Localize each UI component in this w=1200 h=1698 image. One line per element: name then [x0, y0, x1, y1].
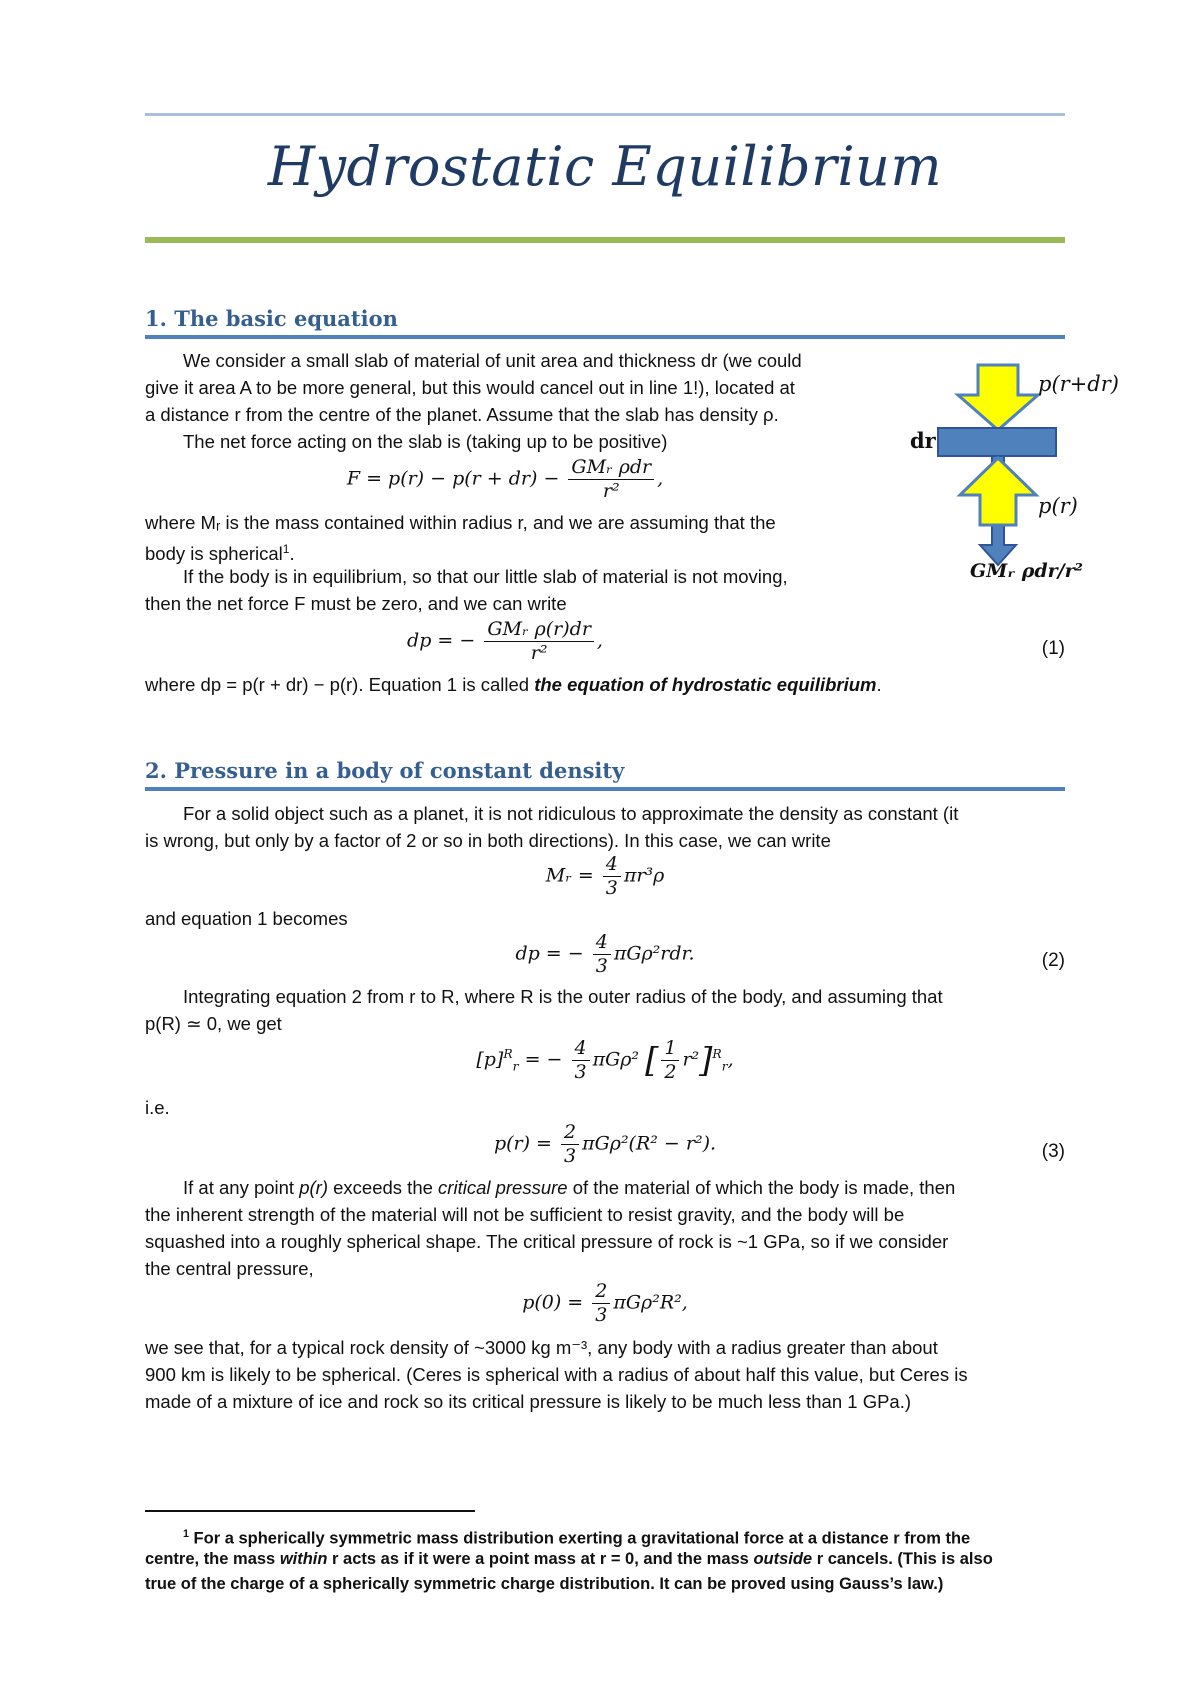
s2-text: 900 km is likely to be spherical. (Ceres is spherical with a radius of about half this value, but Ceres is: [145, 1364, 968, 1385]
s2-text: i.e.: [145, 1097, 170, 1118]
eq1-tail: ,: [596, 629, 603, 652]
equation-central-pressure: [145, 1280, 1065, 1327]
eq3-tail: πGρ²(R² − r²).: [582, 1132, 717, 1155]
s2-text-span: of the material of which the body is made, then: [567, 1177, 956, 1198]
eq-mr-den: 3: [605, 877, 618, 899]
eq1-num: GMᵣ ρ(r)dr: [484, 618, 594, 642]
eq-int-sup2: R: [712, 1047, 722, 1062]
s1-text: If the body is in equilibrium, so that our little slab of material is not moving,: [183, 566, 788, 587]
label-p-r-dr: p(r+dr): [1038, 372, 1119, 396]
equation-1-number: (1): [1041, 638, 1065, 659]
section-1-heading: 1. The basic equation: [145, 306, 398, 331]
s2-text: Integrating equation 2 from r to R, where R is the outer radius of the body, and assuming that: [183, 986, 943, 1007]
s2-text: the inherent strength of the material will not be sufficient to resist gravity, and the body will be: [145, 1204, 905, 1225]
eq-mr-lhs: Mᵣ =: [545, 864, 594, 887]
eq-force-lhs: F = p(r) − p(r + dr) −: [346, 467, 560, 490]
eq-int-fraction: [572, 1037, 590, 1084]
s2-text: made of a mixture of ice and rock so its critical pressure is likely to be much less than 1 GPa.): [145, 1391, 912, 1412]
equation-integral: [145, 1037, 1065, 1084]
eq-p0-fraction: [592, 1280, 610, 1327]
s1-text-span: where dp = p(r + dr) − p(r). Equation 1 is called: [145, 674, 535, 695]
top-rule: [145, 113, 1065, 116]
label-p-r: p(r): [1038, 494, 1078, 518]
footnote-italic: within: [279, 1550, 328, 1568]
s2-text: is wrong, but only by a factor of 2 or so in both directions). In this case, we can write: [145, 830, 831, 851]
eq-int-g: πGρ²: [592, 1048, 640, 1071]
s1-text-span: body is spherical: [145, 543, 283, 565]
eq2-lhs: dp = −: [515, 942, 584, 965]
eq2-num: 4: [593, 931, 611, 955]
critical-pressure-term: critical pressure: [438, 1177, 568, 1198]
eq-int-sup: R: [503, 1047, 513, 1062]
eq-int-tail: ,: [727, 1048, 734, 1071]
eq-force-num: GMᵣ ρdr: [568, 456, 654, 480]
eq-p0-tail: πGρ²R²,: [613, 1291, 688, 1314]
footnote-mark: 1: [183, 1528, 189, 1540]
s2-text: squashed into a roughly spherical shape. The critical pressure of rock is ~1 GPa, so if we consider: [145, 1231, 949, 1252]
label-gravity: GMᵣ ρdr/r²: [970, 560, 1083, 582]
s2-text-span: If at any point: [183, 1177, 300, 1198]
s2-text: and equation 1 becomes: [145, 908, 348, 929]
equation-2-number: (2): [1041, 950, 1065, 971]
eq-force-fraction: [568, 456, 654, 503]
s1-text: a distance r from the centre of the planet. Assume that the slab has density ρ.: [145, 404, 779, 425]
slab-force-diagram: [900, 355, 1130, 595]
s1-text: The net force acting on the slab is (taking up to be positive): [183, 431, 668, 452]
eq-int-inner: r²: [682, 1048, 700, 1071]
eq-int-half-den: 2: [664, 1061, 677, 1083]
footnote-italic: outside: [753, 1550, 813, 1568]
eq1-fraction: [484, 618, 594, 665]
eq-int-num: 4: [572, 1037, 590, 1061]
bracket-open: [: [645, 1040, 659, 1081]
s2-text: we see that, for a typical rock density of ~3000 kg m⁻³, any body with a radius greater than about: [145, 1337, 938, 1358]
s1-text: give it area A to be more general, but this would cancel out in line 1!), located at: [145, 377, 795, 398]
eq2-tail: πGρ²rdr.: [613, 942, 695, 965]
footnote-text: r acts as if it were a point mass at r = 0, and the mass: [327, 1550, 754, 1568]
upward-pressure-arrow: [960, 458, 1036, 525]
eq-p0-lhs: p(0) =: [522, 1291, 584, 1314]
footnote-ref[interactable]: 1: [282, 542, 290, 556]
eq1-den: r²: [530, 642, 548, 664]
footnote-text: centre, the mass: [145, 1550, 280, 1568]
downward-pressure-arrow: [958, 365, 1038, 430]
equation-mass: [145, 853, 1065, 900]
s2-text-span: exceeds the: [328, 1177, 439, 1198]
eq-mr-num: 4: [603, 853, 621, 877]
eq3-fraction: [561, 1121, 579, 1168]
s2-text-italic: p(r): [299, 1177, 328, 1198]
eq3-den: 3: [564, 1145, 577, 1167]
page-title: Hydrostatic Equilibrium: [267, 135, 943, 198]
s1-text: where Mᵣ is the mass contained within radius r, and we are assuming that the: [145, 512, 776, 533]
s1-text: We consider a small slab of material of unit area and thickness dr (we could: [183, 350, 802, 371]
eq3-num: 2: [561, 1121, 579, 1145]
eq3-lhs: p(r) =: [493, 1132, 552, 1155]
eq-p0-num: 2: [592, 1280, 610, 1304]
eq2-den: 3: [595, 955, 608, 977]
footnote-rule: [145, 1510, 475, 1512]
eq-int-half-num: 1: [661, 1037, 679, 1061]
footnote-line: [145, 1547, 1065, 1572]
label-dr: dr: [910, 428, 936, 453]
equation-force: [145, 456, 865, 503]
eq-mr-fraction: [603, 853, 621, 900]
equation-1: [145, 618, 865, 665]
slab: [938, 428, 1056, 456]
footnote-text: For a spherically symmetric mass distribution exerting a gravitational force at a distance r from the: [188, 1529, 971, 1548]
section-2-heading: 2. Pressure in a body of constant density: [145, 758, 625, 783]
equation-3: [145, 1121, 1065, 1168]
footnote-text: r cancels. (This is also: [812, 1550, 993, 1568]
s1-text-span: .: [289, 543, 295, 565]
title-underline: [145, 237, 1065, 243]
section-1-rule: [145, 335, 1065, 339]
footnote-line: true of the charge of a spherically symmetric charge distribution. It can be proved using Gauss’s law.): [145, 1575, 944, 1593]
s1-text: [145, 671, 1065, 698]
equation-2: [145, 931, 1065, 978]
eq-force-den: r²: [602, 480, 620, 502]
eq1-lhs: dp = −: [407, 629, 476, 652]
section-2-rule: [145, 787, 1065, 791]
eq-int-lhs: [p]: [476, 1048, 504, 1071]
s1-text-span: .: [876, 674, 882, 695]
eq-mr-tail: πr³ρ: [623, 864, 665, 887]
eq2-fraction: [593, 931, 611, 978]
bracket-close: ]: [699, 1040, 713, 1081]
s2-text: [145, 1174, 1103, 1201]
s1-text: then the net force F must be zero, and we can write: [145, 593, 567, 614]
eq-int-sub: r: [512, 1059, 519, 1074]
eq-int-sub2: r: [721, 1059, 728, 1074]
eq-int-half: [661, 1037, 679, 1084]
eq-int-mid: = −: [518, 1048, 563, 1071]
eq-force-tail: ,: [657, 467, 664, 490]
s2-text: p(R) ≃ 0, we get: [145, 1013, 282, 1034]
emphasis-hydrostatic: the equation of hydrostatic equilibrium: [534, 674, 877, 695]
eq-int-den: 3: [574, 1061, 587, 1083]
equation-3-number: (3): [1041, 1141, 1065, 1162]
s2-text: For a solid object such as a planet, it is not ridiculous to approximate the density as constant (it: [183, 803, 959, 824]
s2-text: the central pressure,: [145, 1258, 314, 1279]
eq-p0-den: 3: [595, 1304, 608, 1326]
